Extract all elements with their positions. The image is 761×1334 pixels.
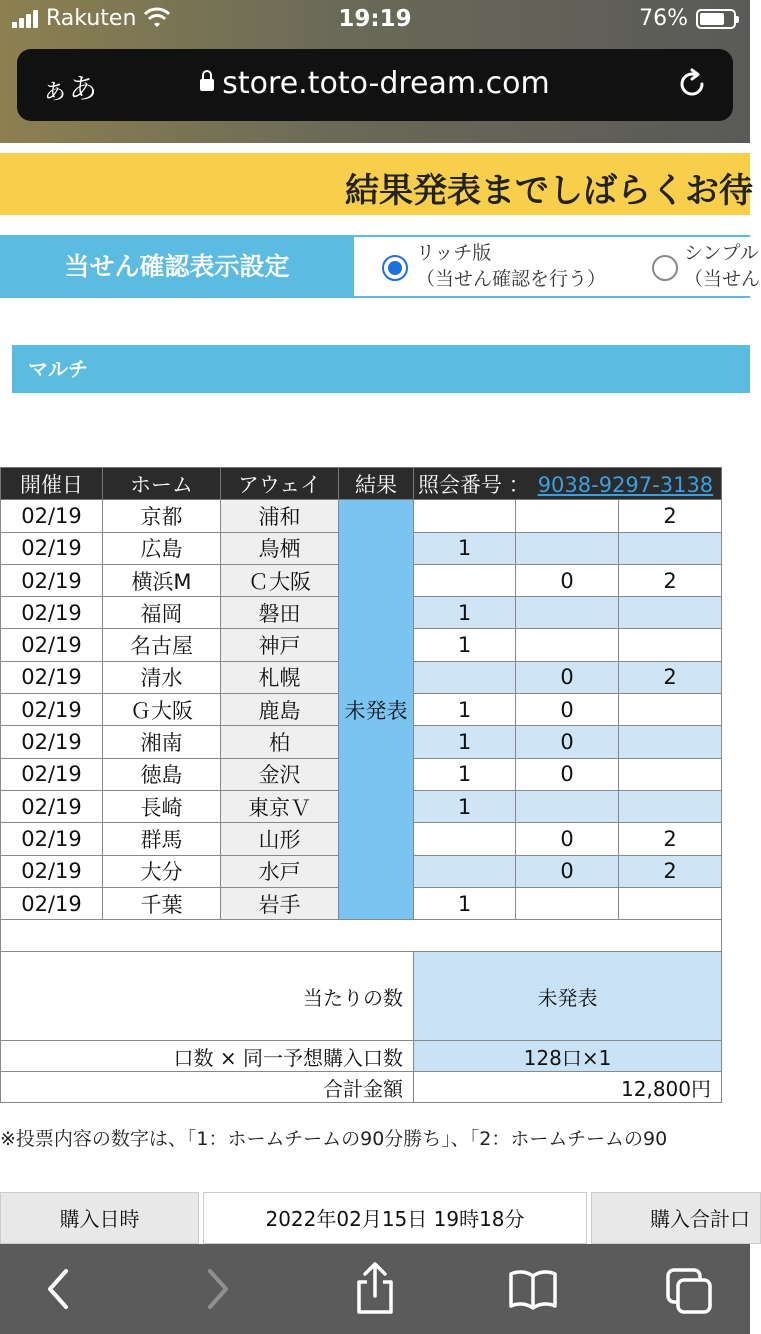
pick-home-win: 1 xyxy=(414,758,516,790)
url-value: store.toto-dream.com xyxy=(222,66,550,101)
pick-away-win: 2 xyxy=(619,661,722,693)
header-home: ホーム xyxy=(103,468,221,500)
purchase-date-label: 購入日時 xyxy=(0,1192,199,1244)
tabs-icon[interactable] xyxy=(664,1266,714,1316)
pick-home-win: 1 xyxy=(414,887,516,919)
result-cell: 未発表 xyxy=(339,500,414,920)
rich-version-sub: （当せん確認を行う） xyxy=(416,268,607,290)
pick-away-win: 2 xyxy=(619,823,722,855)
pick-away-win: 2 xyxy=(619,855,722,887)
url-text[interactable] xyxy=(17,66,733,101)
forward-icon[interactable] xyxy=(200,1264,236,1314)
pick-home-win: 1 xyxy=(414,629,516,661)
pick-away-win xyxy=(619,694,722,726)
hits-value: 未発表 xyxy=(414,952,722,1041)
pick-away-win xyxy=(619,758,722,790)
total-label: 合計金額 xyxy=(1,1072,414,1103)
pick-draw xyxy=(516,597,619,629)
home-team: 千葉 xyxy=(103,887,221,919)
total-value: 12,800円 xyxy=(414,1072,722,1103)
lock-icon xyxy=(200,79,214,91)
simple-version-option[interactable] xyxy=(684,240,760,292)
pick-draw xyxy=(516,887,619,919)
away-team: 鹿島 xyxy=(221,694,339,726)
home-team: 名古屋 xyxy=(103,629,221,661)
match-date: 02/19 xyxy=(1,661,103,693)
pick-away-win xyxy=(619,790,722,822)
match-date: 02/19 xyxy=(1,855,103,887)
simple-version-radio[interactable] xyxy=(652,255,678,281)
away-team: 水戸 xyxy=(221,855,339,887)
pick-home-win: 1 xyxy=(414,597,516,629)
pick-home-win: 1 xyxy=(414,532,516,564)
pick-away-win: 2 xyxy=(619,500,722,532)
away-team: 磐田 xyxy=(221,597,339,629)
battery-icon xyxy=(696,9,736,29)
home-team: 群馬 xyxy=(103,823,221,855)
pick-draw: 0 xyxy=(516,758,619,790)
pick-home-win: 1 xyxy=(414,694,516,726)
pick-draw: 0 xyxy=(516,823,619,855)
match-date: 02/19 xyxy=(1,694,103,726)
pick-away-win xyxy=(619,532,722,564)
away-team: 鳥栖 xyxy=(221,532,339,564)
home-team: 徳島 xyxy=(103,758,221,790)
rich-version-radio[interactable] xyxy=(382,255,408,281)
pick-draw: 0 xyxy=(516,726,619,758)
away-team: 神戸 xyxy=(221,629,339,661)
home-team: 大分 xyxy=(103,855,221,887)
header-away: アウェイ xyxy=(221,468,339,500)
pick-home-win xyxy=(414,500,516,532)
reference-number-link[interactable]: 9038-9297-3138 xyxy=(537,472,714,497)
pick-draw: 0 xyxy=(516,661,619,693)
announcement-banner xyxy=(0,153,753,215)
summary-table xyxy=(0,919,722,1103)
pick-away-win xyxy=(619,629,722,661)
away-team: 浦和 xyxy=(221,500,339,532)
match-date: 02/19 xyxy=(1,597,103,629)
pick-draw xyxy=(516,790,619,822)
home-team: 福岡 xyxy=(103,597,221,629)
pick-draw xyxy=(516,629,619,661)
pick-home-win xyxy=(414,564,516,596)
status-time: 19:19 xyxy=(338,6,412,32)
banner-text: 結果発表までしばらくお待 xyxy=(345,171,753,211)
reload-icon[interactable] xyxy=(675,67,709,101)
simple-version-sub: （当せん xyxy=(684,268,761,290)
purchase-info-bar xyxy=(0,1192,750,1244)
away-team: 札幌 xyxy=(221,661,339,693)
match-date: 02/19 xyxy=(1,500,103,532)
pick-draw: 0 xyxy=(516,694,619,726)
pick-draw: 0 xyxy=(516,855,619,887)
pick-draw xyxy=(516,500,619,532)
share-icon[interactable] xyxy=(352,1260,398,1316)
status-right xyxy=(639,6,736,31)
home-team: 広島 xyxy=(103,532,221,564)
display-settings-label: 当せん確認表示設定 xyxy=(0,235,354,298)
pick-draw: 0 xyxy=(516,564,619,596)
match-date: 02/19 xyxy=(1,758,103,790)
display-settings-options xyxy=(354,235,761,298)
home-team: 横浜M xyxy=(103,564,221,596)
carrier-label: Rakuten xyxy=(46,6,137,31)
home-team: Ｇ大阪 xyxy=(103,694,221,726)
pick-home-win: 1 xyxy=(414,790,516,822)
match-date: 02/19 xyxy=(1,726,103,758)
purchase-total-label: 購入合計口 xyxy=(591,1192,761,1244)
pick-away-win xyxy=(619,726,722,758)
section-header-multi: マルチ xyxy=(12,345,750,393)
purchase-date-value: 2022年02月15日 19時18分 xyxy=(203,1192,587,1244)
pick-draw xyxy=(516,532,619,564)
browser-chrome xyxy=(0,0,750,143)
match-date: 02/19 xyxy=(1,564,103,596)
units-label: 口数 × 同一予想購入口数 xyxy=(1,1041,414,1072)
home-team: 長崎 xyxy=(103,790,221,822)
vote-note: ※投票内容の数字は、「1：ホームチームの90分勝ち」、「2：ホームチームの90 xyxy=(0,1128,668,1150)
away-team: 金沢 xyxy=(221,758,339,790)
match-date: 02/19 xyxy=(1,629,103,661)
reader-settings-button[interactable]: ぁあ xyxy=(41,72,98,105)
simple-version-title: シンプル xyxy=(684,242,759,264)
browser-toolbar xyxy=(0,1244,750,1334)
table-row xyxy=(1,500,722,532)
address-bar[interactable] xyxy=(17,49,733,121)
match-date: 02/19 xyxy=(1,823,103,855)
table-header xyxy=(1,468,722,500)
home-team: 清水 xyxy=(103,661,221,693)
pick-home-win xyxy=(414,855,516,887)
rich-version-title: リッチ版 xyxy=(416,242,492,264)
away-team: 柏 xyxy=(221,726,339,758)
header-date: 開催日 xyxy=(1,468,103,500)
pick-home-win xyxy=(414,823,516,855)
units-value: 128口×1 xyxy=(414,1041,722,1072)
away-team: 東京Ｖ xyxy=(221,790,339,822)
pick-away-win xyxy=(619,887,722,919)
pick-away-win xyxy=(619,597,722,629)
pick-away-win: 2 xyxy=(619,564,722,596)
match-date: 02/19 xyxy=(1,532,103,564)
match-date: 02/19 xyxy=(1,790,103,822)
header-result: 結果 xyxy=(339,468,414,500)
prediction-table xyxy=(0,467,722,920)
pick-home-win xyxy=(414,661,516,693)
rich-version-option[interactable] xyxy=(416,240,606,292)
battery-percent: 76% xyxy=(639,6,688,31)
bookmarks-icon[interactable] xyxy=(508,1268,558,1310)
away-team: 岩手 xyxy=(221,887,339,919)
home-team: 京都 xyxy=(103,500,221,532)
header-reference xyxy=(414,468,722,500)
away-team: Ｃ大阪 xyxy=(221,564,339,596)
away-team: 山形 xyxy=(221,823,339,855)
hits-label: 当たりの数 xyxy=(1,952,414,1041)
match-date: 02/19 xyxy=(1,887,103,919)
back-icon[interactable] xyxy=(40,1264,76,1314)
pick-home-win: 1 xyxy=(414,726,516,758)
summary-spacer xyxy=(1,920,722,952)
reference-label: 照会番号 ： xyxy=(418,472,530,497)
home-team: 湘南 xyxy=(103,726,221,758)
